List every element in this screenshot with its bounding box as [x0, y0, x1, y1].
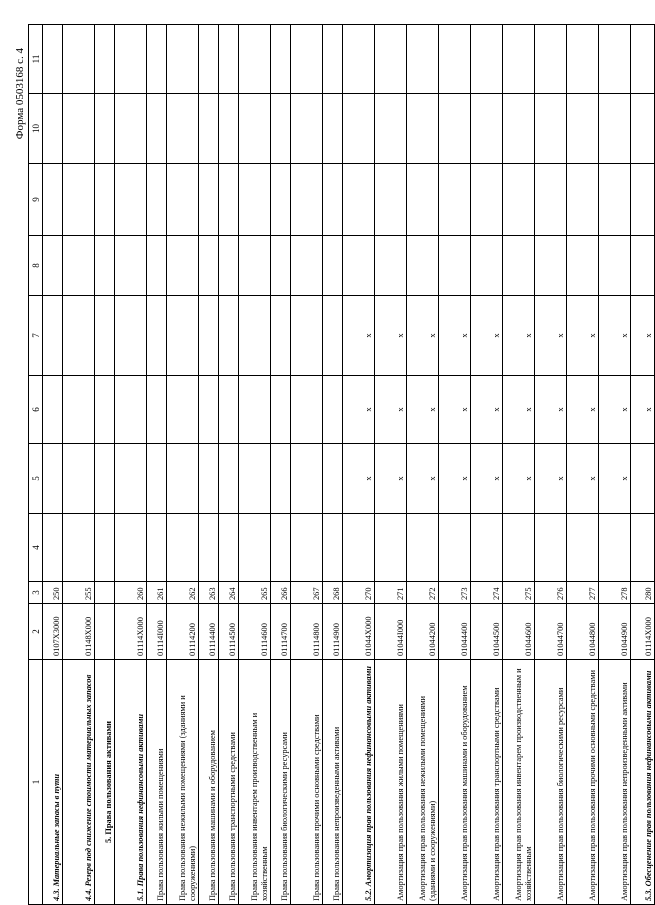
- account-code: 01114600: [239, 604, 271, 660]
- header-cell: 8: [29, 236, 43, 296]
- value-cell: [43, 164, 63, 236]
- mark-cell: x: [375, 296, 407, 376]
- row-name: Амортизация прав пользования биологическими ресурсами: [535, 660, 567, 905]
- mark-cell: [95, 444, 115, 514]
- row-name: Права пользования биологическими ресурсами: [271, 660, 291, 905]
- mark-cell: [291, 376, 323, 444]
- value-cell: [63, 94, 95, 164]
- mark-cell: x: [535, 444, 567, 514]
- line-code: 267: [291, 582, 323, 604]
- value-cell: [167, 236, 199, 296]
- value-cell: [599, 514, 631, 582]
- mark-cell: [271, 444, 291, 514]
- row-name: Права пользования непроизведенными активами: [323, 660, 343, 905]
- mark-cell: x: [503, 376, 535, 444]
- line-code: 263: [199, 582, 219, 604]
- mark-cell: x: [599, 376, 631, 444]
- value-cell: [599, 25, 631, 94]
- row-name: Права пользования нежилыми помещениями (зданиями и сооружениями): [167, 660, 199, 905]
- account-code: 01044800: [567, 604, 599, 660]
- value-cell: [271, 94, 291, 164]
- row-name: 4.4. Резерв под снижение стоимости материальных запасов: [63, 660, 95, 905]
- value-cell: [291, 514, 323, 582]
- value-cell: [43, 514, 63, 582]
- value-cell: [471, 25, 503, 94]
- line-code: 250: [43, 582, 63, 604]
- value-cell: [271, 164, 291, 236]
- value-cell: [407, 236, 439, 296]
- table-row: [503, 25, 535, 905]
- mark-cell: [95, 296, 115, 376]
- value-cell: [471, 164, 503, 236]
- value-cell: [147, 94, 167, 164]
- mark-cell: [63, 444, 95, 514]
- mark-cell: [219, 376, 239, 444]
- table-row: [407, 25, 439, 905]
- line-code: 276: [535, 582, 567, 604]
- mark-cell: x: [343, 296, 375, 376]
- value-cell: [147, 236, 167, 296]
- line-code: 270: [343, 582, 375, 604]
- value-cell: [439, 94, 471, 164]
- mark-cell: x: [407, 444, 439, 514]
- mark-cell: x: [439, 444, 471, 514]
- value-cell: [407, 25, 439, 94]
- header-cell: 3: [29, 582, 43, 604]
- mark-cell: [239, 296, 271, 376]
- row-name: 5. Права пользования активами: [95, 660, 115, 905]
- mark-cell: x: [567, 296, 599, 376]
- account-code: 01044600: [503, 604, 535, 660]
- table-row: [567, 25, 599, 905]
- value-cell: [63, 236, 95, 296]
- value-cell: [219, 164, 239, 236]
- value-cell: [219, 514, 239, 582]
- value-cell: [167, 25, 199, 94]
- row-name: 5.1. Права пользования нефинансовыми активами: [115, 660, 147, 905]
- mark-cell: x: [599, 444, 631, 514]
- value-cell: [343, 164, 375, 236]
- mark-cell: [43, 444, 63, 514]
- value-cell: [291, 94, 323, 164]
- value-cell: [535, 514, 567, 582]
- mark-cell: [323, 376, 343, 444]
- value-cell: [535, 94, 567, 164]
- table-row: [375, 25, 407, 905]
- table-row: [323, 25, 343, 905]
- mark-cell: [43, 376, 63, 444]
- line-code: 262: [167, 582, 199, 604]
- line-code: 255: [63, 582, 95, 604]
- value-cell: [43, 94, 63, 164]
- account-code: 01044400: [439, 604, 471, 660]
- line-code: 272: [407, 582, 439, 604]
- mark-cell: x: [375, 444, 407, 514]
- mark-cell: [239, 444, 271, 514]
- row-name: Права пользования инвентарем производственным и хозяйственным: [239, 660, 271, 905]
- value-cell: [631, 236, 655, 296]
- account-code: 0107Х3000: [43, 604, 63, 660]
- value-cell: [567, 164, 599, 236]
- mark-cell: [239, 376, 271, 444]
- account-code: 01114Х000: [631, 604, 655, 660]
- header-cell: 5: [29, 444, 43, 514]
- value-cell: [407, 94, 439, 164]
- value-cell: [43, 25, 63, 94]
- value-cell: [271, 236, 291, 296]
- value-cell: [63, 164, 95, 236]
- mark-cell: [271, 296, 291, 376]
- value-cell: [599, 236, 631, 296]
- value-cell: [535, 236, 567, 296]
- value-cell: [115, 94, 147, 164]
- account-code: 01114200: [167, 604, 199, 660]
- value-cell: [115, 236, 147, 296]
- line-code: [95, 582, 115, 604]
- value-cell: [439, 164, 471, 236]
- line-code: 280: [631, 582, 655, 604]
- value-cell: [503, 25, 535, 94]
- value-cell: [199, 514, 219, 582]
- table-row: [631, 25, 655, 905]
- value-cell: [471, 94, 503, 164]
- value-cell: [95, 25, 115, 94]
- mark-cell: [147, 444, 167, 514]
- line-code: 265: [239, 582, 271, 604]
- row-name: Амортизация прав пользования нежилыми помещениями (зданиями и сооружениями): [407, 660, 439, 905]
- row-name: Права пользования транспортными средствами: [219, 660, 239, 905]
- table-row: [95, 25, 115, 905]
- mark-cell: x: [503, 296, 535, 376]
- value-cell: [199, 94, 219, 164]
- mark-cell: x: [343, 444, 375, 514]
- table-row: [219, 25, 239, 905]
- value-cell: [375, 236, 407, 296]
- account-code: 01044500: [471, 604, 503, 660]
- mark-cell: [115, 296, 147, 376]
- value-cell: [535, 164, 567, 236]
- account-code: 01148Х000: [63, 604, 95, 660]
- value-cell: [631, 164, 655, 236]
- account-code: 01114I000: [147, 604, 167, 660]
- value-cell: [567, 94, 599, 164]
- value-cell: [95, 514, 115, 582]
- mark-cell: [95, 376, 115, 444]
- value-cell: [219, 236, 239, 296]
- line-code: 266: [271, 582, 291, 604]
- mark-cell: x: [439, 376, 471, 444]
- row-name: Амортизация прав пользования инвентарем производственным и хозяйственным: [503, 660, 535, 905]
- table-row: [115, 25, 147, 905]
- value-cell: [439, 25, 471, 94]
- mark-cell: x: [471, 376, 503, 444]
- account-code: 01114400: [199, 604, 219, 660]
- mark-cell: [63, 296, 95, 376]
- value-cell: [239, 94, 271, 164]
- mark-cell: [167, 296, 199, 376]
- line-code: 275: [503, 582, 535, 604]
- row-name: Права пользования прочими основными средствами: [291, 660, 323, 905]
- value-cell: [291, 236, 323, 296]
- mark-cell: x: [631, 376, 655, 444]
- account-code: 01044Х000: [343, 604, 375, 660]
- table-row: [147, 25, 167, 905]
- value-cell: [95, 94, 115, 164]
- value-cell: [95, 236, 115, 296]
- value-cell: [115, 164, 147, 236]
- mark-cell: [219, 444, 239, 514]
- table-row: [439, 25, 471, 905]
- value-cell: [199, 164, 219, 236]
- line-code: 277: [567, 582, 599, 604]
- account-code: 01044I000: [375, 604, 407, 660]
- mark-cell: x: [503, 444, 535, 514]
- value-cell: [239, 514, 271, 582]
- value-cell: [271, 514, 291, 582]
- value-cell: [375, 514, 407, 582]
- value-cell: [323, 164, 343, 236]
- value-cell: [503, 94, 535, 164]
- mark-cell: x: [567, 444, 599, 514]
- value-cell: [631, 94, 655, 164]
- line-code: 268: [323, 582, 343, 604]
- mark-cell: [291, 444, 323, 514]
- row-name: Амортизация прав пользования транспортными средствами: [471, 660, 503, 905]
- mark-cell: [147, 296, 167, 376]
- account-code: 01044200: [407, 604, 439, 660]
- row-name: 5.3. Обесценение прав пользования нефинансовыми активами: [631, 660, 655, 905]
- row-name: 5.2. Амортизация прав пользования нефинансовыми активами: [343, 660, 375, 905]
- value-cell: [115, 514, 147, 582]
- header-cell: 1: [29, 660, 43, 905]
- table-row: [43, 25, 63, 905]
- value-cell: [167, 94, 199, 164]
- value-cell: [219, 25, 239, 94]
- header-cell: 6: [29, 376, 43, 444]
- account-code: [95, 604, 115, 660]
- value-cell: [599, 94, 631, 164]
- header-row: [29, 25, 43, 905]
- mark-cell: [147, 376, 167, 444]
- table-row: [271, 25, 291, 905]
- value-cell: [167, 164, 199, 236]
- account-code: 01114500: [219, 604, 239, 660]
- row-name: 4.3. Материальные запасы в пути: [43, 660, 63, 905]
- value-cell: [535, 25, 567, 94]
- line-code: 278: [599, 582, 631, 604]
- account-code: 01114700: [271, 604, 291, 660]
- value-cell: [343, 25, 375, 94]
- value-cell: [343, 236, 375, 296]
- value-cell: [271, 25, 291, 94]
- form-label: Форма 0503168 с. 4: [14, 48, 26, 140]
- value-cell: [407, 514, 439, 582]
- line-code: 264: [219, 582, 239, 604]
- value-cell: [375, 94, 407, 164]
- mark-cell: [115, 376, 147, 444]
- mark-cell: x: [375, 376, 407, 444]
- value-cell: [323, 514, 343, 582]
- value-cell: [503, 164, 535, 236]
- value-cell: [199, 25, 219, 94]
- table-row: [291, 25, 323, 905]
- mark-cell: [63, 376, 95, 444]
- row-name: Амортизация прав пользования прочими основными средствами: [567, 660, 599, 905]
- mark-cell: x: [471, 444, 503, 514]
- value-cell: [43, 236, 63, 296]
- table-row: [471, 25, 503, 905]
- row-name: Права пользования жилыми помещениями: [147, 660, 167, 905]
- value-cell: [147, 514, 167, 582]
- table-row: [199, 25, 219, 905]
- value-cell: [63, 25, 95, 94]
- value-cell: [63, 514, 95, 582]
- header-cell: 2: [29, 604, 43, 660]
- value-cell: [407, 164, 439, 236]
- header-cell: 7: [29, 296, 43, 376]
- mark-cell: [199, 444, 219, 514]
- table-row: [535, 25, 567, 905]
- value-cell: [323, 236, 343, 296]
- value-cell: [439, 236, 471, 296]
- mark-cell: [167, 376, 199, 444]
- mark-cell: [271, 376, 291, 444]
- account-code: 01044900: [599, 604, 631, 660]
- value-cell: [567, 236, 599, 296]
- value-cell: [471, 514, 503, 582]
- value-cell: [95, 164, 115, 236]
- header-cell: 4: [29, 514, 43, 582]
- row-name: Амортизация прав пользования жилыми помещениями: [375, 660, 407, 905]
- mark-cell: [323, 444, 343, 514]
- value-cell: [291, 164, 323, 236]
- mark-cell: x: [567, 376, 599, 444]
- value-cell: [167, 514, 199, 582]
- table-row: [343, 25, 375, 905]
- row-name: Права пользования машинами и оборудованием: [199, 660, 219, 905]
- line-code: 271: [375, 582, 407, 604]
- table-row: [599, 25, 631, 905]
- mark-cell: [115, 444, 147, 514]
- account-code: 01114Х000: [115, 604, 147, 660]
- report-table: [28, 24, 655, 905]
- value-cell: [343, 94, 375, 164]
- value-cell: [323, 25, 343, 94]
- row-name: Амортизация прав пользования непроизведенными активами: [599, 660, 631, 905]
- mark-cell: x: [535, 376, 567, 444]
- mark-cell: x: [407, 296, 439, 376]
- mark-cell: [291, 296, 323, 376]
- header-cell: 9: [29, 164, 43, 236]
- line-code: 274: [471, 582, 503, 604]
- value-cell: [147, 164, 167, 236]
- value-cell: [239, 164, 271, 236]
- mark-cell: [167, 444, 199, 514]
- value-cell: [115, 25, 147, 94]
- value-cell: [147, 25, 167, 94]
- header-cell: 11: [29, 25, 43, 94]
- value-cell: [199, 236, 219, 296]
- value-cell: [219, 94, 239, 164]
- mark-cell: [323, 296, 343, 376]
- mark-cell: x: [439, 296, 471, 376]
- value-cell: [375, 25, 407, 94]
- value-cell: [631, 514, 655, 582]
- value-cell: [239, 25, 271, 94]
- row-name: Амортизация прав пользования машинами и оборудованием: [439, 660, 471, 905]
- value-cell: [631, 25, 655, 94]
- value-cell: [599, 164, 631, 236]
- account-code: 01044700: [535, 604, 567, 660]
- account-code: 01114800: [291, 604, 323, 660]
- mark-cell: [219, 296, 239, 376]
- line-code: 261: [147, 582, 167, 604]
- value-cell: [239, 236, 271, 296]
- value-cell: [503, 236, 535, 296]
- mark-cell: x: [471, 296, 503, 376]
- mark-cell: x: [535, 296, 567, 376]
- value-cell: [439, 514, 471, 582]
- header-cell: 10: [29, 94, 43, 164]
- mark-cell: [631, 444, 655, 514]
- value-cell: [503, 514, 535, 582]
- value-cell: [343, 514, 375, 582]
- value-cell: [567, 25, 599, 94]
- mark-cell: x: [343, 376, 375, 444]
- account-code: 01114900: [323, 604, 343, 660]
- mark-cell: x: [599, 296, 631, 376]
- value-cell: [291, 25, 323, 94]
- value-cell: [323, 94, 343, 164]
- value-cell: [375, 164, 407, 236]
- table-row: [167, 25, 199, 905]
- table-row: [239, 25, 271, 905]
- table-row: [63, 25, 95, 905]
- line-code: 260: [115, 582, 147, 604]
- mark-cell: [199, 296, 219, 376]
- line-code: 273: [439, 582, 471, 604]
- value-cell: [471, 236, 503, 296]
- mark-cell: [199, 376, 219, 444]
- value-cell: [567, 514, 599, 582]
- mark-cell: x: [631, 296, 655, 376]
- mark-cell: x: [407, 376, 439, 444]
- mark-cell: [43, 296, 63, 376]
